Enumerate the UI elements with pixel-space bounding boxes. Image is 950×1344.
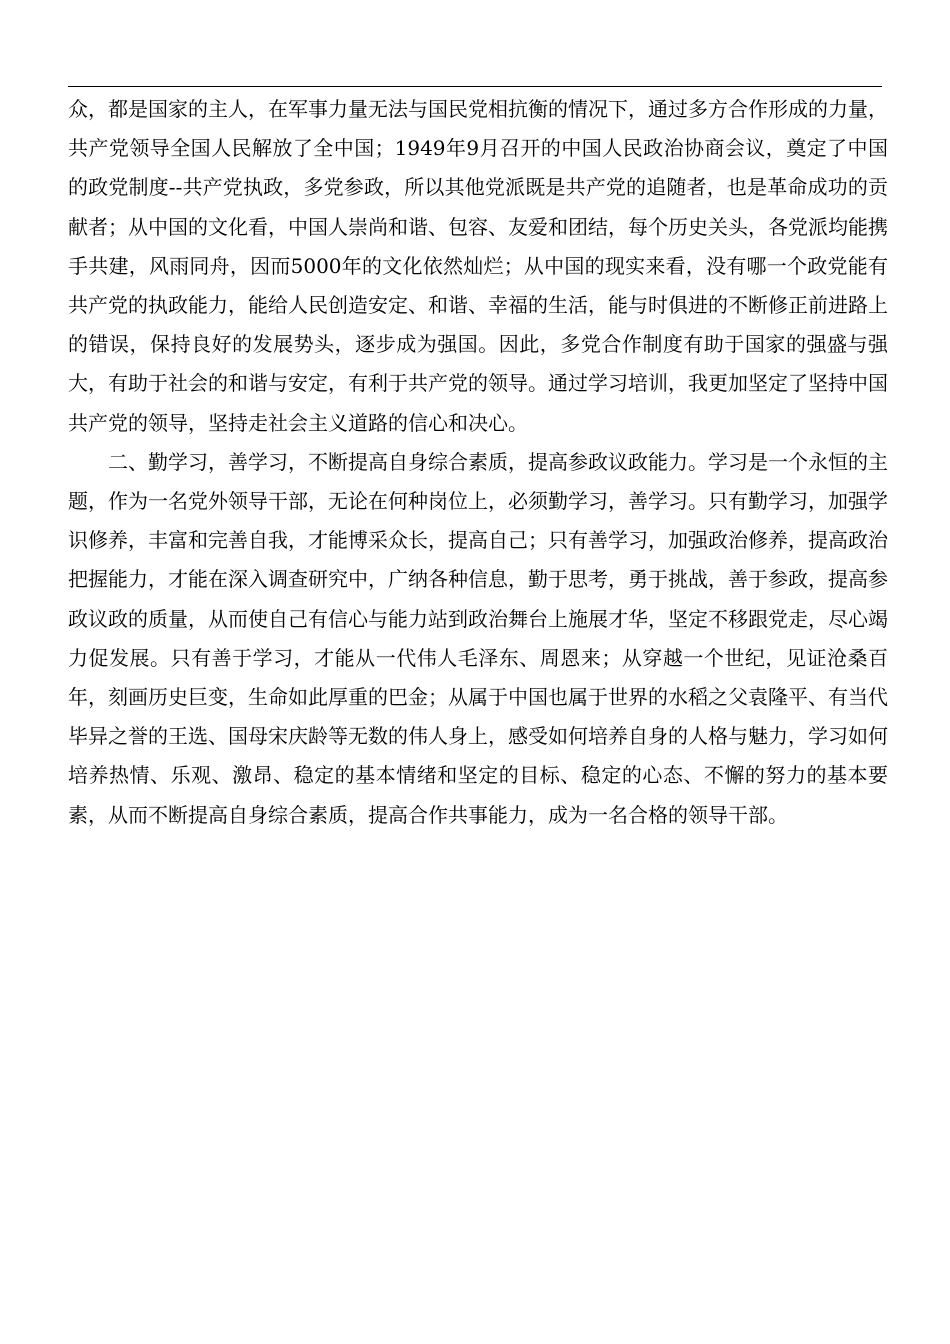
header-rule xyxy=(68,86,882,87)
paragraph-continuation: 众，都是国家的主人，在军事力量无法与国民党相抗衡的情况下，通过多方合作形成的力量，共产党领导全国人民解放了全中国；1949年9月召开的中国人民政治协商会议，奠定了中国的政党制度--共产党执政，多党参政，所以其他党派既是共产党的追随者，也是革命成功的贡献者；从中国的文化看，中国人崇尚和谐、包容、友爱和团结，每个历史关头，各党派均能携手共建，风雨同舟，因而5000年的文化依然灿烂；从中国的现实来看，没有哪一个政党能有共产党的执政能力，能给人民创造安定、和谐、幸福的生活，能与时俱进的不断修正前进路上的错误，保持良好的发展势头，逐步成为强国。因此，多党合作制度有助于国家的强盛与强大，有助于社会的和谐与安定，有利于共产党的领导。通过学习培训，我更加坚定了坚持中国共产党的领导，坚持走社会主义道路的信心和决心。 xyxy=(68,97,888,435)
document-body xyxy=(68,90,888,835)
paragraph-section-two: 二、勤学习，善学习，不断提高自身综合素质，提高参政议政能力。学习是一个永恒的主题，作为一名党外领导干部，无论在何种岗位上，必须勤学习，善学习。只有勤学习，加强学识修养，丰富和完善自我，才能博采众长，提高自己；只有善学习，加强政治修养，提高政治把握能力，才能在深入调查研究中，广纳各种信息，勤于思考，勇于挑战，善于参政，提高参政议政的质量，从而使自己有信心与能力站到政治舞台上施展才华，坚定不移跟党走，尽心竭力促发展。只有善于学习，才能从一代伟人毛泽东、周恩来；从穿越一个世纪，见证沧桑百年，刻画历史巨变，生命如此厚重的巴金；从属于中国也属于世界的水稻之父袁隆平、有当代毕异之誉的王选、国母宋庆龄等无数的伟人身上，感受如何培养自身的人格与魅力，学习如何培养热情、乐观、激昂、稳定的基本情绪和坚定的目标、稳定的心态、不懈的努力的基本要素，从而不断提高自身综合素质，提高合作共事能力，成为一名合格的领导干部。 xyxy=(68,449,888,827)
